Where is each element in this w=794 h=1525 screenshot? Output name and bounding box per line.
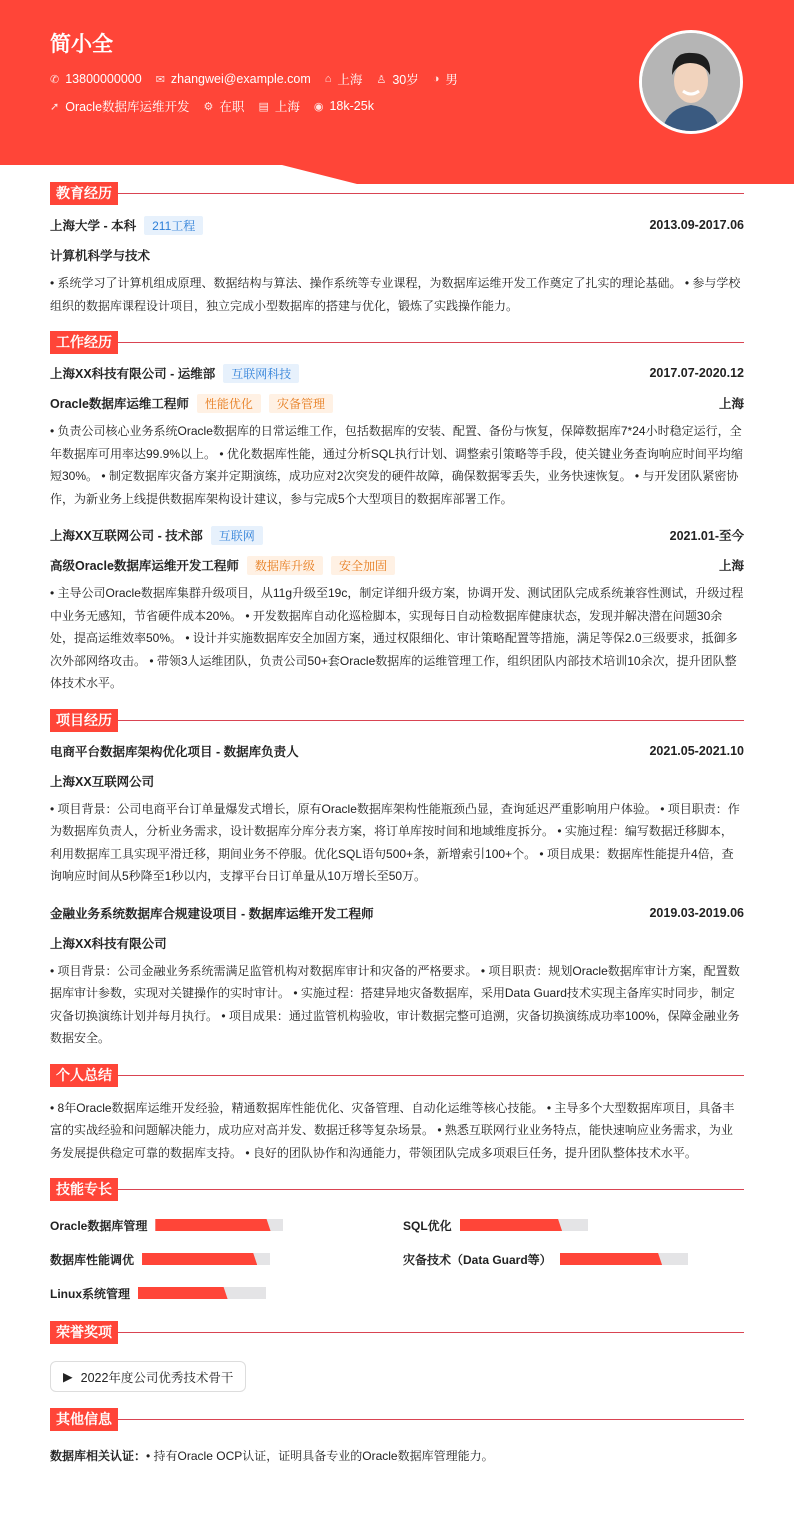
period: 2013.09-2017.06 xyxy=(649,218,744,232)
skill-name: SQL优化 xyxy=(403,1218,452,1233)
skill-bar-fill xyxy=(142,1253,257,1265)
phone: 13800000000 xyxy=(65,72,142,86)
contact-row xyxy=(50,70,458,88)
skill-bar xyxy=(142,1253,270,1265)
skill-item xyxy=(50,1249,403,1269)
job-status: 在职 xyxy=(219,100,245,114)
work-item: 上海XX科技有限公司 - 运维部 互联网科技 2017.07-2020.12 Oracle数据库运维工程师 性能优化 灾备管理 上海 • 负责公司核心业务系统Oracle数据库的日常运维工作，包括数据库的安装、配置、备份与恢复，保障数据库7*24小时稳定运行，全年数据库可用率达99.9%以上。 • 优化数据库性能，通过分析SQL执行计划、调整索引策略等手段，使关键业务查询响应时间平均缩短30%。 • 制定数据库灾备方案并定期演练，成功应对2次突发的硬件故障，确保数据零丢失，业务快速恢复。 • 与开发团队紧密协作，为新业务上线提供数据库架构设计建议，参与完成5个大型项目的数据库部署工作。 xyxy=(50,358,744,510)
skills-grid xyxy=(50,1215,744,1303)
project-item: 金融业务系统数据库合规建设项目 - 数据库运维开发工程师 2019.03-2019.06 上海XX科技有限公司 • 项目背景：公司金融业务系统需满足监管机构对数据库审计和灾备的严格要求。 • 项目职责：规划Oracle数据库审计方案，配置数据库审计参数，实现对关键操作的实时审计。 • 实施过程：搭建异地灾备数据库，采用Data Guard技术实现主备库实时同步，制定灾备切换演练计划并每月执行。 • 项目成果：通过监管机构验收，审计数据完整可追溯，灾备切换演练成功率100%，保障金融业务数据安全。 xyxy=(50,905,744,1045)
phone-icon: ✆ xyxy=(50,73,60,86)
award-item[interactable]: ▶ 2022年度公司优秀技术骨干 xyxy=(50,1361,246,1392)
other-info: 数据库相关认证：• 持有Oracle OCP认证，证明具备专业的Oracle数据库管理能力。 xyxy=(50,1449,494,1463)
section-education: 教育经历 xyxy=(50,182,744,205)
skill-name: Oracle数据库管理 xyxy=(50,1218,148,1233)
gear-icon: ⚙ xyxy=(203,100,214,113)
skill-name: 数据库性能调优 xyxy=(50,1252,135,1267)
section-other: 其他信息 xyxy=(50,1408,744,1431)
avatar xyxy=(639,30,743,134)
age: 30岁 xyxy=(392,73,419,87)
work-item: 上海XX互联网公司 - 技术部 互联网 2021.01-至今 高级Oracle数据库运维开发工程师 数据库升级 安全加固 上海 • 主导公司Oracle数据库集群升级项目，从11g升级至19c，制定详细升级方案，协调开发、测试团队完成系统兼容性测试，升级过程中业务无感知，节省硬件成本20%。 • 开发数据库自动化巡检脚本，实现每日自动检数据库健康状态，发现并解决潜在问题30余处，提高运维效率50%。 • 设计并实施数据库安全加固方案，通过权限细化、审计策略配置等措施，满足等保2.0三级要求，抵御多次外部网络攻击。 • 带领3人运维团队，负责公司50+套Oracle数据库的运维管理工作，组织团队内部技术培训10余次，提升团队整体技术水平。 xyxy=(50,520,744,695)
building-icon: ▤ xyxy=(258,100,269,113)
skill-bar-fill xyxy=(460,1219,562,1231)
work-city: 上海 xyxy=(274,100,300,114)
project-item: 电商平台数据库架构优化项目 - 数据库负责人 2021.05-2021.10 上海XX互联网公司 • 项目背景：公司电商平台订单量爆发式增长，原有Oracle数据库架构性能瓶颈凸显，查询延迟严重影响用户体验。 • 项目职责：作为数据库负责人，分析业务需求，设计数据库分库分表方案，将订单库按时间和地域维度拆分。 • 实施过程：编写数据迁移脚本，利用数据库工具实现平滑迁移，期间业务不停服。优化SQL语句500+条，新增索引100+个。 • 项目成果：数据库性能提升4倍，查询响应时间从5秒降至1秒以内，支撑平台日订单量从10万增长至50万。 xyxy=(50,743,744,883)
mail-icon: ✉ xyxy=(155,73,165,86)
skill-bar-fill xyxy=(560,1253,662,1265)
skill-bar-fill xyxy=(138,1287,228,1299)
summary-text: • 8年Oracle数据库运维开发经验，精通数据库性能优化、灾备管理、自动化运维等核心技能。 • 主导多个大型数据库项目，具备丰富的实战经验和问题解决能力，成功应对高并发、数据迁移等复杂场景。 • 熟悉互联网行业业务特点，能快速响应业务需求，为业务发展提供稳定可靠的数据库支持。 • 良好的团队协作和沟通能力，带领团队完成多项艰巨任务，提升团队整体技术水平。 xyxy=(50,1100,735,1160)
section-work: 工作经历 xyxy=(50,331,744,354)
gender: 男 xyxy=(445,73,458,87)
section-projects: 项目经历 xyxy=(50,709,744,732)
section-summary: 个人总结 xyxy=(50,1064,744,1087)
email: zhangwei@example.com xyxy=(170,72,311,86)
salary: 18k-25k xyxy=(329,99,374,113)
job-row xyxy=(50,97,374,115)
major: 计算机科学与技术 xyxy=(50,249,151,263)
job-title: Oracle数据库运维开发 xyxy=(65,100,190,114)
gender-icon: ◑ xyxy=(432,73,440,85)
candidate-name: 简小全 xyxy=(50,33,113,56)
skill-item xyxy=(50,1215,403,1235)
skill-name: 灾备技术（Data Guard等） xyxy=(403,1252,552,1267)
skill-bar xyxy=(560,1253,688,1265)
skill-item xyxy=(50,1283,403,1303)
education-desc: • 系统学习了计算机组成原理、数据结构与算法、操作系统等专业课程，为数据库运维开发工作奠定了扎实的理论基础。 • 参与学校组织的数据库课程设计项目，独立完成小型数据库的搭建与优化，锻炼了实践操作能力。 xyxy=(50,276,741,313)
skill-item xyxy=(403,1249,744,1269)
cake-icon: ♙ xyxy=(376,73,387,86)
section-skills: 技能专长 xyxy=(50,1178,744,1201)
skill-name: Linux系统管理 xyxy=(50,1286,130,1301)
salary-icon: ◉ xyxy=(313,100,324,113)
education-header: 上海大学 - 本科 211工程 2013.09-2017.06 xyxy=(50,210,744,240)
location: 上海 xyxy=(337,73,363,87)
skill-bar-fill xyxy=(155,1219,270,1231)
section-awards: 荣誉奖项 xyxy=(50,1321,744,1344)
skill-item xyxy=(403,1215,744,1235)
home-icon: ⌂ xyxy=(324,73,332,85)
skill-bar xyxy=(460,1219,588,1231)
send-icon: ➚ xyxy=(50,100,60,113)
skill-bar xyxy=(155,1219,283,1231)
tag: 211工程 xyxy=(144,216,203,235)
skill-bar xyxy=(138,1287,266,1299)
play-icon: ▶ xyxy=(63,1370,73,1384)
